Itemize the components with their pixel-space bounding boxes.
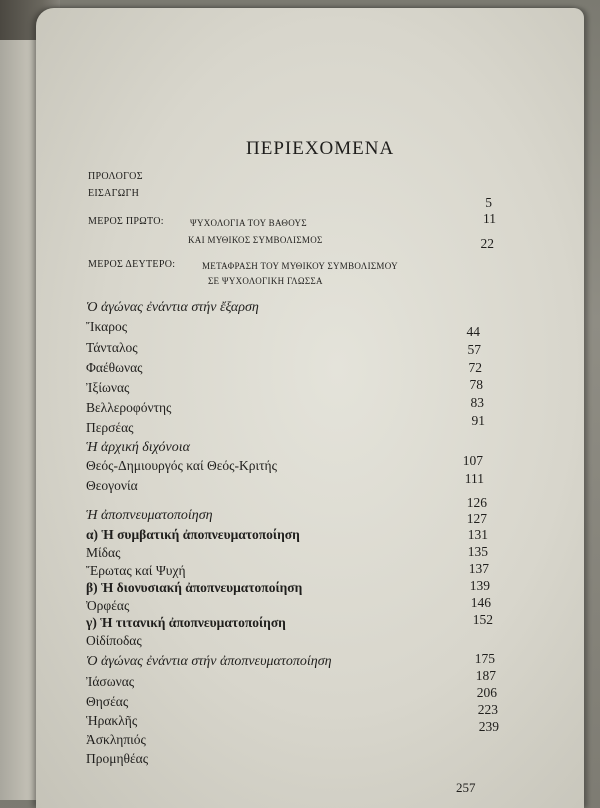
page-num: 137	[468, 561, 489, 576]
toc-section-heading: Ὁ ἀγώνας ἐνάντια στήν ἀποπνευματοποίηση	[86, 654, 332, 669]
page-num: 175	[474, 651, 495, 666]
page-num: 78	[469, 377, 483, 392]
toc-entry: Ἔρωτας καί Ψυχή	[86, 563, 186, 578]
toc-entry: Ὀρφέας	[86, 598, 130, 613]
toc-part-two-title-1: ΜΕΤΑΦΡΑΣΗ ΤΟΥ ΜΥΘΙΚΟΥ ΣΥΜΒΟΛΙΣΜΟΥ	[202, 261, 398, 271]
toc-entry: Προμηθέας	[86, 751, 149, 766]
toc-entry: Φαέθωνας	[86, 360, 143, 375]
toc-part-one-title-1: ΨΥΧΟΛΟΓΙΑ ΤΟΥ ΒΑΘΟΥΣ	[190, 218, 307, 228]
page-num: 135	[467, 544, 488, 559]
toc-entry: Θεογονία	[86, 478, 138, 493]
toc-entry: Ἀσκληπιός	[86, 732, 146, 747]
page-num: 22	[480, 236, 494, 251]
toc-section-heading: Ἡ ἀρχική διχόνοια	[86, 440, 190, 455]
page-num: 206	[476, 685, 497, 700]
toc-entry: Θησέας	[86, 694, 129, 709]
toc-entry: Οἰδίποδας	[86, 633, 142, 648]
page-num: 126	[466, 495, 487, 510]
toc-entry: Ἰάσωνας	[86, 674, 135, 689]
page-num: 107	[462, 453, 483, 468]
toc-entry: Θεός-Δημιουργός καί Θεός-Κριτής	[86, 458, 277, 473]
page-num: 83	[470, 395, 484, 410]
toc-entry: Βελλεροφόντης	[86, 400, 172, 415]
page-num: 111	[464, 471, 484, 486]
book-page	[36, 8, 584, 808]
page-title: ΠΕΡΙΕΧΟΜΕΝΑ	[246, 138, 395, 159]
toc-part-two-label: ΜΕΡΟΣ ΔΕΥΤΕΡΟ:	[88, 259, 176, 270]
toc-part-two-title-2: ΣΕ ΨΥΧΟΛΟΓΙΚΗ ΓΛΩΣΣΑ	[208, 276, 323, 286]
toc-subsection: β) Ἡ διονυσιακή ἀποπνευματοποίηση	[86, 580, 303, 595]
page-num: 127	[466, 511, 487, 526]
toc-entry: Περσέας	[86, 420, 134, 435]
toc-part-one-title-2: ΚΑΙ ΜΥΘΙΚΟΣ ΣΥΜΒΟΛΙΣΜΟΣ	[188, 235, 323, 245]
toc-subsection: γ) Ἡ τιτανική ἀποπνευματοποίηση	[86, 615, 286, 630]
toc-entry: Ἰξίωνας	[86, 380, 130, 395]
toc-entry: Ἡρακλῆς	[86, 713, 138, 728]
toc-entry: Μίδας	[86, 545, 121, 560]
page-num: 91	[471, 413, 485, 428]
page-folio: 257	[456, 780, 476, 795]
page-num: 44	[466, 324, 480, 339]
toc-entry: Ἴκαρος	[86, 319, 128, 334]
toc-section-heading: Ὁ ἀγώνας ἐνάντια στήν ἔξαρση	[86, 300, 259, 315]
page-num: 146	[470, 595, 491, 610]
toc-entry: Τάνταλος	[86, 340, 138, 355]
page-num: 187	[475, 668, 496, 683]
toc-introduction: ΕΙΣΑΓΩΓΗ	[88, 188, 140, 199]
page-num: 11	[483, 211, 496, 226]
page-num: 57	[467, 342, 481, 357]
toc-subsection: α) Ἡ συμβατική ἀποπνευματοποίηση	[86, 527, 300, 542]
page-num: 5	[485, 195, 492, 210]
toc-part-one-label: ΜΕΡΟΣ ΠΡΩΤΟ:	[88, 216, 164, 227]
page-num: 239	[478, 719, 499, 734]
page-num: 223	[477, 702, 498, 717]
page-num: 72	[468, 360, 482, 375]
toc-section-heading: Ἡ ἀποπνευματοποίηση	[86, 508, 213, 523]
page-num: 139	[469, 578, 490, 593]
page-num: 131	[467, 527, 488, 542]
page-num: 152	[472, 612, 493, 627]
toc-prologue: ΠΡΟΛΟΓΟΣ	[88, 171, 143, 182]
